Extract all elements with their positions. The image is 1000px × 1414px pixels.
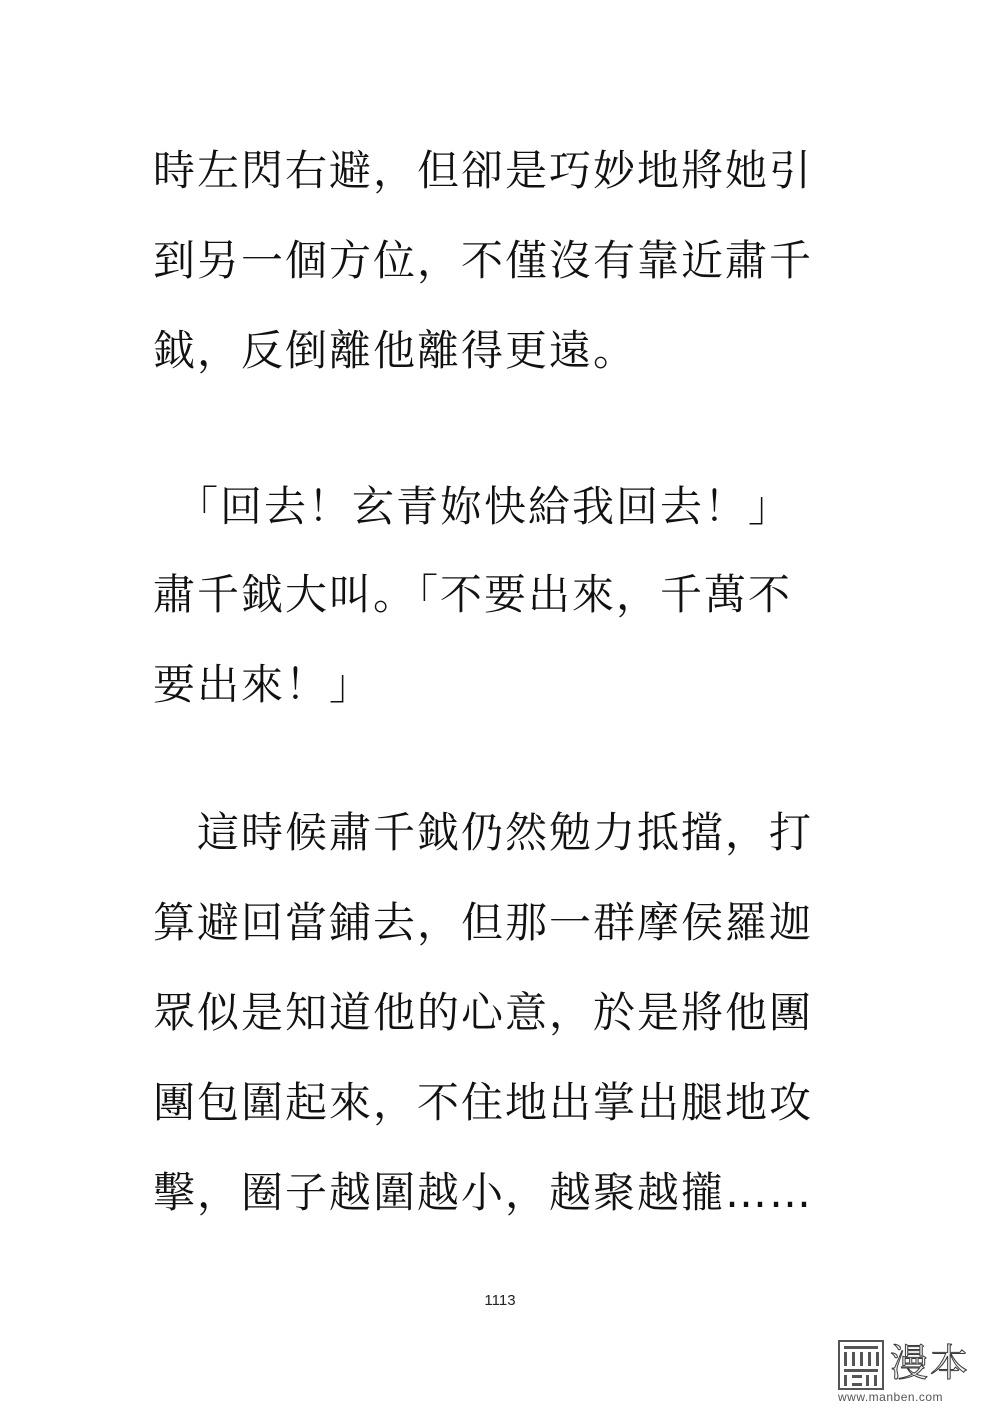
text-line: 「回去！玄青妳快給我回去！」 (153, 482, 793, 531)
text-line: 肅千鉞大叫。「不要出來，千萬不 (153, 570, 793, 619)
page-number: 1113 (484, 1292, 516, 1309)
text-line: 算避回當鋪去，但那一群摩侯羅迦 (153, 898, 814, 947)
watermark-title: 漫本 (890, 1341, 971, 1385)
text-line: 擊，圈子越圍越小，越聚越攏…… (153, 1168, 814, 1217)
text-line: 眾似是知道他的心意，於是將他團 (153, 988, 814, 1037)
text-line: 團包圍起來，不住地出掌出腿地攻 (153, 1078, 814, 1127)
text-line: 到另一個方位，不僅沒有靠近肅千 (153, 236, 814, 285)
watermark-url: www.manben.com (838, 1390, 944, 1404)
manben-logo (838, 1340, 884, 1390)
text-line: 鉞，反倒離他離得更遠。 (153, 326, 638, 375)
text-line: 要出來！」 (153, 660, 374, 709)
text-line: 時左閃右避，但卻是巧妙地將她引 (153, 146, 814, 195)
text-line: 這時候肅千鉞仍然勉力抵擋，打 (153, 808, 814, 857)
site-watermark (838, 1340, 988, 1404)
